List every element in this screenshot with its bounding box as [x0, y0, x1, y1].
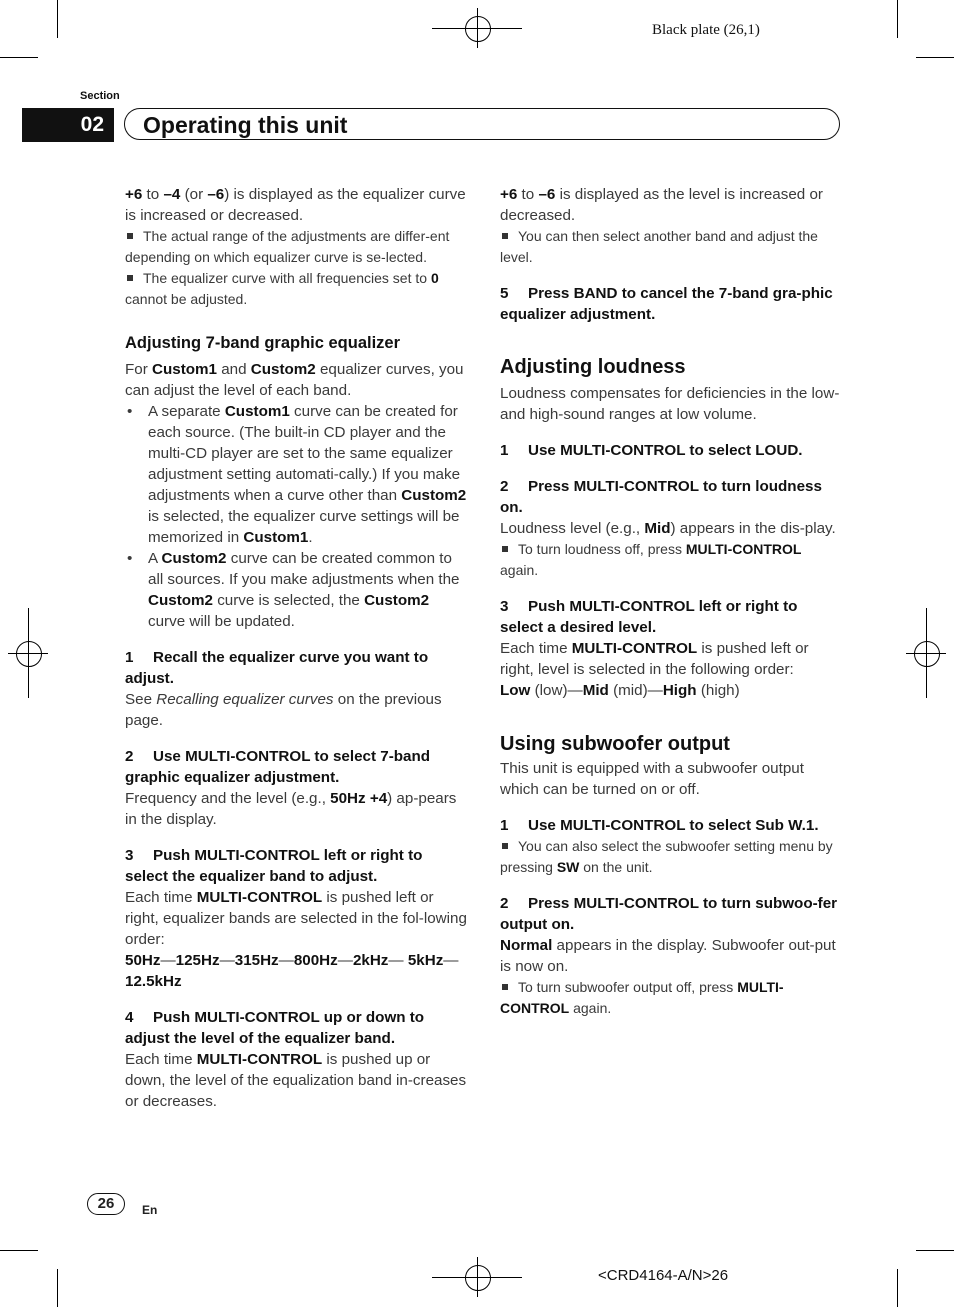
plate-label: Black plate (26,1): [652, 22, 760, 38]
step-body: Each time MULTI-CONTROL is pushed up or down, the level of the equalization band in-creases or decreases.: [125, 1051, 467, 1110]
step-heading: 2 Use MULTI-CONTROL to select 7-band graphic equalizer adjustment.: [125, 748, 431, 786]
level-order: Low (low)—Mid (mid)—High (high): [500, 682, 740, 699]
step-body: Normal appears in the display. Subwoofer out-put is now on.: [500, 937, 836, 975]
step-heading: 1 Recall the equalizer curve you want to adjust.: [125, 649, 429, 687]
square-bullet-icon: [502, 546, 508, 552]
step-body: Each time MULTI-CONTROL is pushed left or right, level is selected in the following order:: [500, 640, 809, 678]
step-heading: 3 Push MULTI-CONTROL left or right to select the equalizer band to adjust.: [125, 847, 423, 885]
document-code: <CRD4164-A/N>26: [598, 1267, 729, 1284]
registration-mark-icon: [465, 1265, 491, 1291]
note-item: The equalizer curve with all frequencies set to 0 cannot be adjusted.: [125, 270, 439, 307]
subsection-heading: Adjusting loudness: [500, 356, 686, 378]
step-heading: 2 Press MULTI-CONTROL to turn loudness on.: [500, 478, 822, 516]
note-item: To turn loudness off, press MULTI-CONTROL again.: [500, 541, 802, 578]
registration-mark-icon: [465, 16, 491, 42]
language-label: En: [142, 1203, 158, 1217]
crop-mark: [916, 1250, 954, 1251]
paragraph: For Custom1 and Custom2 equalizer curves, you can adjust the level of each band.: [125, 361, 464, 399]
crop-mark: [0, 1250, 38, 1251]
step-heading: 1 Use MULTI-CONTROL to select LOUD.: [500, 442, 803, 459]
page-number: 26: [87, 1193, 125, 1215]
registration-mark-icon: [914, 641, 940, 667]
step-body: See Recalling equalizer curves on the previous page.: [125, 691, 442, 729]
crop-mark: [57, 1269, 58, 1307]
section-title-box: [124, 108, 840, 140]
paragraph: Loudness compensates for deficiencies in the low- and high-sound ranges at low volume.: [500, 385, 840, 423]
section-title: Operating this unit: [143, 112, 348, 138]
square-bullet-icon: [502, 843, 508, 849]
step-body: Each time MULTI-CONTROL is pushed left or right, equalizer bands are selected in the fol-lowing order:: [125, 889, 467, 948]
square-bullet-icon: [502, 984, 508, 990]
section-label: Section: [80, 90, 120, 102]
step-body: Frequency and the level (e.g., 50Hz +4) ap-pears in the display.: [125, 790, 457, 828]
crop-mark: [57, 0, 58, 38]
note-item: You can then select another band and adjust the level.: [500, 228, 818, 265]
step-body: Loudness level (e.g., Mid) appears in the dis-play.: [500, 520, 836, 537]
registration-mark-icon: [16, 641, 42, 667]
bullet-item: • A separate Custom1 curve can be created for each source. (The built-in CD player and the multi-CD player are set to the same equalizer adjustment setting automati-cally.) If you make adjustments when a curve other than Custom2 is selected, the equalizer curve settings will be memorized in Custom1.: [127, 403, 467, 546]
crop-mark: [897, 0, 898, 38]
square-bullet-icon: [502, 233, 508, 239]
step-heading: 4 Push MULTI-CONTROL up or down to adjust the level of the equalizer band.: [125, 1009, 425, 1047]
crop-mark: [897, 1269, 898, 1307]
step-heading: 3 Push MULTI-CONTROL left or right to select a desired level.: [500, 598, 798, 636]
note-item: You can also select the subwoofer setting menu by pressing SW on the unit.: [500, 838, 833, 875]
bullet-icon: •: [127, 550, 133, 567]
subsection-heading: Using subwoofer output: [500, 733, 730, 755]
step-heading: 2 Press MULTI-CONTROL to turn subwoo-fer output on.: [500, 895, 838, 933]
bullet-item: • A Custom2 curve can be created common to all sources. If you make adjustments when the Custom2 curve is selected, the Custom2 curve will be updated.: [127, 550, 460, 630]
intro-paragraph: +6 to –4 (or –6) is displayed as the equalizer curve is increased or decreased.: [125, 186, 466, 224]
section-number: 02: [22, 108, 114, 142]
step-heading: 1 Use MULTI-CONTROL to select Sub W.1.: [500, 817, 819, 834]
paragraph: This unit is equipped with a subwoofer output which can be turned on or off.: [500, 760, 804, 798]
note-item: To turn subwoofer output off, press MULTI-CONTROL again.: [500, 979, 784, 1016]
right-column: [500, 184, 843, 1019]
square-bullet-icon: [127, 233, 133, 239]
crop-mark: [916, 57, 954, 58]
step-heading: 5 Press BAND to cancel the 7-band gra-phic equalizer adjustment.: [500, 285, 833, 323]
square-bullet-icon: [127, 275, 133, 281]
note-item: The actual range of the adjustments are differ-ent depending on which equalizer curve is se-lected.: [125, 228, 450, 265]
band-order: 50Hz—125Hz—315Hz—800Hz—2kHz— 5kHz—12.5kHz: [125, 952, 459, 990]
left-column: [125, 184, 468, 1112]
bullet-icon: •: [127, 403, 133, 420]
subsection-heading: Adjusting 7-band graphic equalizer: [125, 334, 401, 352]
intro-paragraph: +6 to –6 is displayed as the level is increased or decreased.: [500, 186, 823, 224]
crop-mark: [0, 57, 38, 58]
